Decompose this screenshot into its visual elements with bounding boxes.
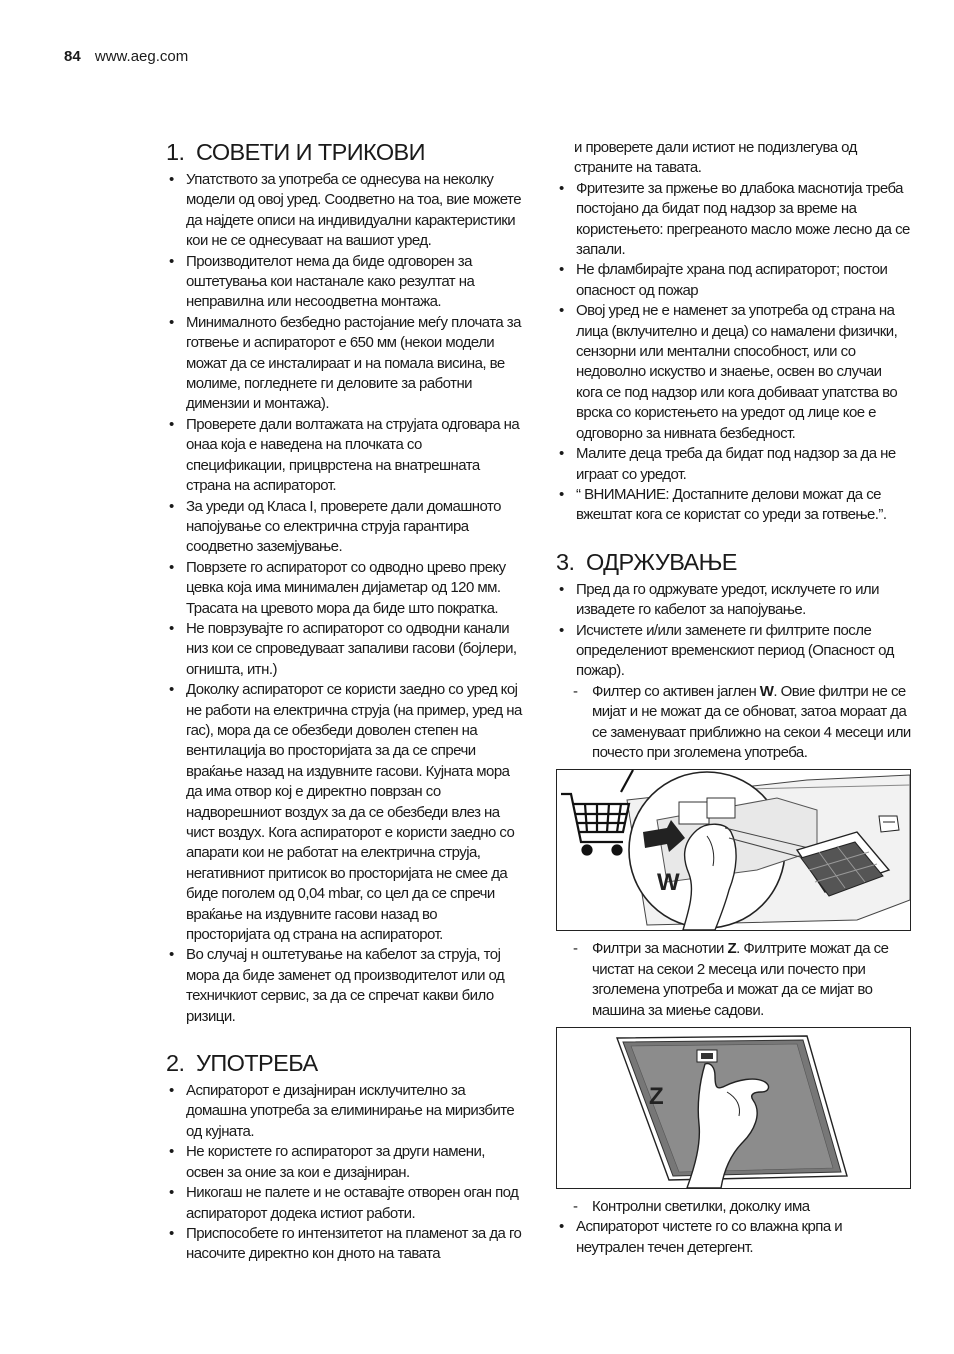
list-item: • Никогаш не палете и не оставајте отворен оган под аспираторот додека истиот работи.: [166, 1183, 522, 1224]
fig1-label: W: [657, 869, 680, 897]
section1-list: [166, 170, 522, 1027]
figure-grease-filter: [556, 1027, 911, 1189]
list-item: • Упатството за употреба се однесува на неколку модели од овој уред. Соодветно на тоа, вие можете да најдете описи на индивидуални карактеристики кои не се однесуваат на вашиот уред.: [166, 170, 522, 252]
list-item: • Не користете го аспираторот за други намени, освен за оние за кои е дизајниран.: [166, 1142, 522, 1183]
section2-list-continued: [556, 138, 911, 526]
section1-number: 1.: [166, 139, 185, 165]
list-item-continuation: и проверете дали истиот не подизлегува од страните на тавата.: [574, 139, 857, 177]
list-item: • Овој уред не е наменет за употреба од страна на лица (вклучително и деца) со намалени физички, сензорни или ментални способност, или со недоволно искуство и знаење, освен во случаи кога се под надзор или кога добиваат упатства во врска со користењето на уредот од лице кое е одговорно за нивната безбедност.: [556, 301, 911, 444]
section3-heading: [556, 548, 911, 576]
list-item: • Во случај н оштетување на кабелот за струја, тој мора да биде заменет од производителот или од техничкиот сервис, за да се спречат какви било ризици.: [166, 945, 522, 1027]
list-item: • Производителот нема да биде одговорен за оштетувања кои настанале како резултат на неправилна или несоодветна монтажа.: [166, 252, 522, 313]
list-item: • Минималното безбедно растојание меѓу плочата за готвење и аспираторот е 650 мм (некои модели можат да се инсталираат и на помала висина, ве молиме, погледнете ги деловите за работни димензии и монтажа).: [166, 313, 522, 415]
list-item: • Пред да го одржувате уредот, исклучете го или извадете го кабелот за напојување.: [556, 580, 911, 621]
filter-w-letter: W: [759, 682, 774, 700]
list-item: • Фритезите за пржење во длабока маснотија треба постојано да бидат под надзор за време на користењето: прегреаното масло може лесно да се запали.: [556, 179, 911, 261]
list-item: • Исчистете и/или заменете ги филтрите после определениот временскиот период (Опасност од пожар).: [556, 621, 911, 682]
section1-title: СОВЕТИ И ТРИКОВИ: [196, 139, 425, 165]
list-item: • Не поврзувајте го аспираторот со одводни канали низ кои се спроведуваат запаливи гасови (бојлери, огништа, итн.): [166, 619, 522, 680]
left-column: [166, 138, 522, 1265]
list-item: • “ ВНИМАНИЕ: Достапните делови можат да се вжештат кога се користат со уреди за готвење.”.: [556, 485, 911, 526]
section2-list: [166, 1081, 522, 1265]
section3-number: 3.: [556, 548, 575, 575]
page-header: [64, 48, 188, 65]
shopping-cart-icon: [561, 770, 633, 855]
page-number: 84: [64, 48, 81, 65]
list-item: • Аспираторот е дизајниран исклучително за домашна употреба за елиминирање на миризбите од кујната.: [166, 1081, 522, 1142]
list-item: • Приспособете го интензитетот на пламенот за да го насочите директно кон дното на тавата: [166, 1224, 522, 1265]
website: www.aeg.com: [94, 48, 189, 65]
sub-item-carbon-filter: - Филтер со активен јаглен W. Овие филтри не се мијат и не можат да се обноват, затоа мораат да се заменуваат приближно на секои 4 месеци или почесто при зголемена употреба.: [573, 682, 911, 761]
list-item: • Проверете дали волтажата на струјата одговара на онаа која е наведена на плочката со спецификации, прицврстена на внатрешната страна на аспираторот.: [166, 415, 522, 497]
section2-number: 2.: [166, 1050, 185, 1077]
section3-title: ОДРЖУВАЊЕ: [586, 548, 737, 575]
list-item: • Доколку аспираторот се користи заедно со уред кој не работи на електрична струја (на пример, уред на гас), мора да се обезбеди доволен степен на вентилација во просторијата за да се спречи враќање назад на издувните гасови. Кујната мора да има отвор кој е директно поврзан со надворешниот воздух за да се обезбеди влез на чист воздух. Кога аспираторот е користи заедно со апарати кои не работат на електрична струја, негативниот притисок во просторијата не смее да биде поголем од 0,04 mbar, со цел да се спречи враќање на издувните гасови назад во просторијата од страна на аспираторот.: [166, 680, 522, 945]
fig2-label: Z: [649, 1083, 664, 1110]
sub-item-grease-filter: - Филтри за маснотии Z. Филтрите можат да се чистат на секои 2 месеца или почесто при зголемена употреба и можат да се мијат во машина за миење садови.: [573, 940, 889, 1019]
right-column: [556, 138, 911, 1258]
section2-heading: [166, 1049, 522, 1077]
list-item: • За уреди од Класа I, проверете дали домашното напојување со електрична струја гарантира соодветно заземјување.: [166, 497, 522, 558]
list-item: • Малите деца треба да бидат под надзор за да не играат со уредот.: [556, 444, 911, 485]
figure-carbon-filter: [556, 769, 911, 931]
section3-list-end: [556, 1217, 911, 1258]
list-item: • Аспираторот чистете го со влажна крпа и неутрален течен детергент.: [556, 1217, 911, 1258]
section2-title: УПОТРЕБА: [196, 1050, 318, 1077]
filter-z-letter: Z: [727, 940, 737, 958]
list-item: • Поврзете го аспираторот со одводно цревo преку цевка која има минимален дијаметар од 120 мм. Трасата на цревото мора да биде што пократка.: [166, 558, 522, 619]
list-item: • Не фламбирајте храна под аспираторот; постои опасност од пожар: [556, 260, 911, 301]
section3-list: [556, 580, 911, 682]
sub-item-indicator-lamps: - Контролни светилки, доколку има: [573, 1198, 810, 1215]
section1-heading: [166, 138, 522, 166]
